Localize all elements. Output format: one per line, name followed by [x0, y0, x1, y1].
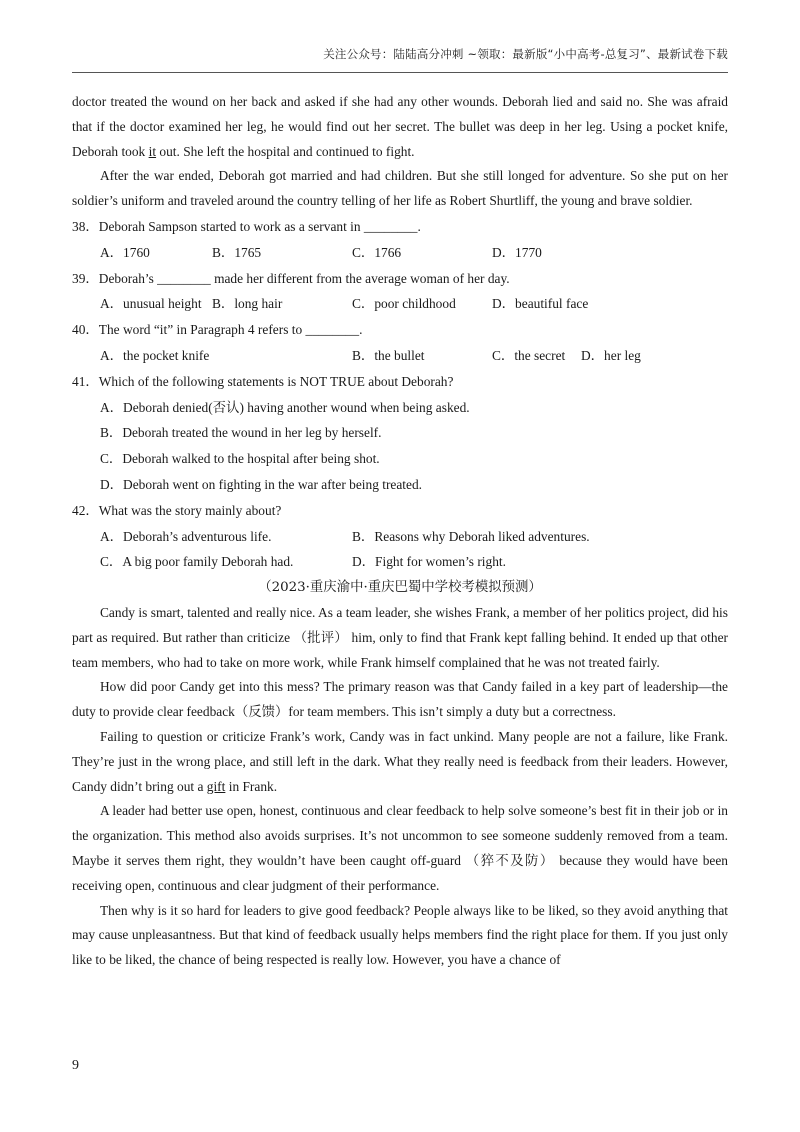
passage2-text: in Frank.: [225, 778, 278, 794]
passage1-paragraph: [72, 90, 728, 164]
option-b[interactable]: B．Deborah treated the wound in her leg by herself.: [100, 425, 382, 441]
question-42-options-row1: [100, 524, 728, 550]
question-38: 38．Deborah Sampson started to work as a servant in ________.: [72, 218, 421, 234]
question-40-options: [100, 343, 728, 369]
header-divider: [72, 72, 728, 73]
question-38-options: [100, 240, 728, 266]
page-header: 关注公众号：陆陆高分冲刺 ~领取：最新版“小中高考-总复习”、最新试卷下载: [323, 47, 728, 61]
page-content: [72, 90, 728, 973]
option-d[interactable]: D．beautiful face: [492, 296, 589, 312]
passage2-paragraph: Then why is it so hard for leaders to give good feedback? People always like to be liked, so they avoid anything that may cause unpleasantness. But that kind of feedback usually helps members find the right place for them. If you just only like to be liked, the chance of being respected is really low. However, you have a chance of: [72, 902, 728, 968]
passage2-paragraph: A leader had better use open, honest, continuous and clear feedback to help solve someone’s best fit in their job or in the organization. This method also avoids surprises. It’s not uncommon to see someone suddenly removed from a team. Maybe it serves them right, they wouldn’t have been caught off-guard （猝不及防） because they would have been receiving open, continuous and clear judgment of their performance.: [72, 803, 728, 893]
option-a[interactable]: A．Deborah’s adventurous life.: [100, 528, 272, 544]
option-a[interactable]: A．Deborah denied(否认) having another wound when being asked.: [100, 399, 470, 415]
passage2-text: Failing to question or criticize Frank’s work, Candy was in fact unkind. Many people are not a failure, like Frank. They’re just in the wrong place, and still left in the dark. What they really need is feedback from their leaders. However, Candy didn’t bring out a: [72, 728, 728, 794]
option-d[interactable]: D．her leg: [581, 347, 641, 363]
option-d[interactable]: D．1770: [492, 244, 542, 260]
option-c[interactable]: C．the secret: [492, 347, 566, 363]
option-b[interactable]: B．long hair: [212, 296, 283, 312]
option-a[interactable]: A．1760: [100, 244, 150, 260]
question-42-options-row2: [100, 549, 728, 575]
question-39-options: [100, 291, 728, 317]
passage2-paragraph: [72, 725, 728, 799]
option-c[interactable]: C．1766: [352, 244, 402, 260]
underlined-word-it: it: [148, 143, 157, 159]
option-b[interactable]: B．Reasons why Deborah liked adventures.: [352, 528, 590, 544]
option-b[interactable]: B．1765: [212, 244, 262, 260]
underlined-word-gift: gift: [206, 778, 226, 794]
passage-source: （2023·重庆渝中·重庆巴蜀中学校考模拟预测）: [258, 580, 542, 596]
option-d[interactable]: D．Deborah went on fighting in the war after being treated.: [100, 476, 423, 492]
option-a[interactable]: A．unusual height: [100, 296, 202, 312]
option-a[interactable]: A．the pocket knife: [100, 347, 210, 363]
question-40: 40．The word “it” in Paragraph 4 refers to ________.: [72, 322, 363, 338]
passage2-paragraph: How did poor Candy get into this mess? The primary reason was that Candy failed in a key part of leadership—the duty to provide clear feedback（反馈）for team members. This isn’t simply a duty but a correctness.: [72, 679, 728, 720]
passage1-text: out. She left the hospital and continued to fight.: [156, 143, 415, 159]
option-c[interactable]: C．A big poor family Deborah had.: [100, 554, 294, 570]
question-39: 39．Deborah’s ________ made her different from the average woman of her day.: [72, 270, 510, 286]
option-c[interactable]: C．poor childhood: [352, 296, 456, 312]
question-41: 41．Which of the following statements is NOT TRUE about Deborah?: [72, 373, 454, 389]
passage2-paragraph: Candy is smart, talented and really nice. As a team leader, she wishes Frank, a member of her politics project, did his part as required. But rather than criticize （批评） him, only to find that Frank kept falling behind. It ended up that other team members, who had to take on more work, while Frank himself complained that he was not treated fairly.: [72, 604, 728, 670]
page-number: 9: [72, 1058, 79, 1073]
passage1-text: doctor treated the wound on her back and asked if she had any other wounds. Deborah lied and said no. She was afraid that if the doctor examined her leg, he would find out her secret. The bullet was deep in her leg. Using a pocket knife, Deborah took: [72, 94, 728, 159]
option-b[interactable]: B．the bullet: [352, 347, 425, 363]
option-c[interactable]: C．Deborah walked to the hospital after being shot.: [100, 451, 380, 467]
question-42: 42．What was the story mainly about?: [72, 502, 282, 518]
option-d[interactable]: D．Fight for women’s right.: [352, 554, 506, 570]
passage1-paragraph: After the war ended, Deborah got married and had children. But she still longed for adventure. So she put on her soldier’s uniform and traveled around the country telling of her life as Robert Shurtliff, the young and brave soldier.: [72, 168, 728, 209]
